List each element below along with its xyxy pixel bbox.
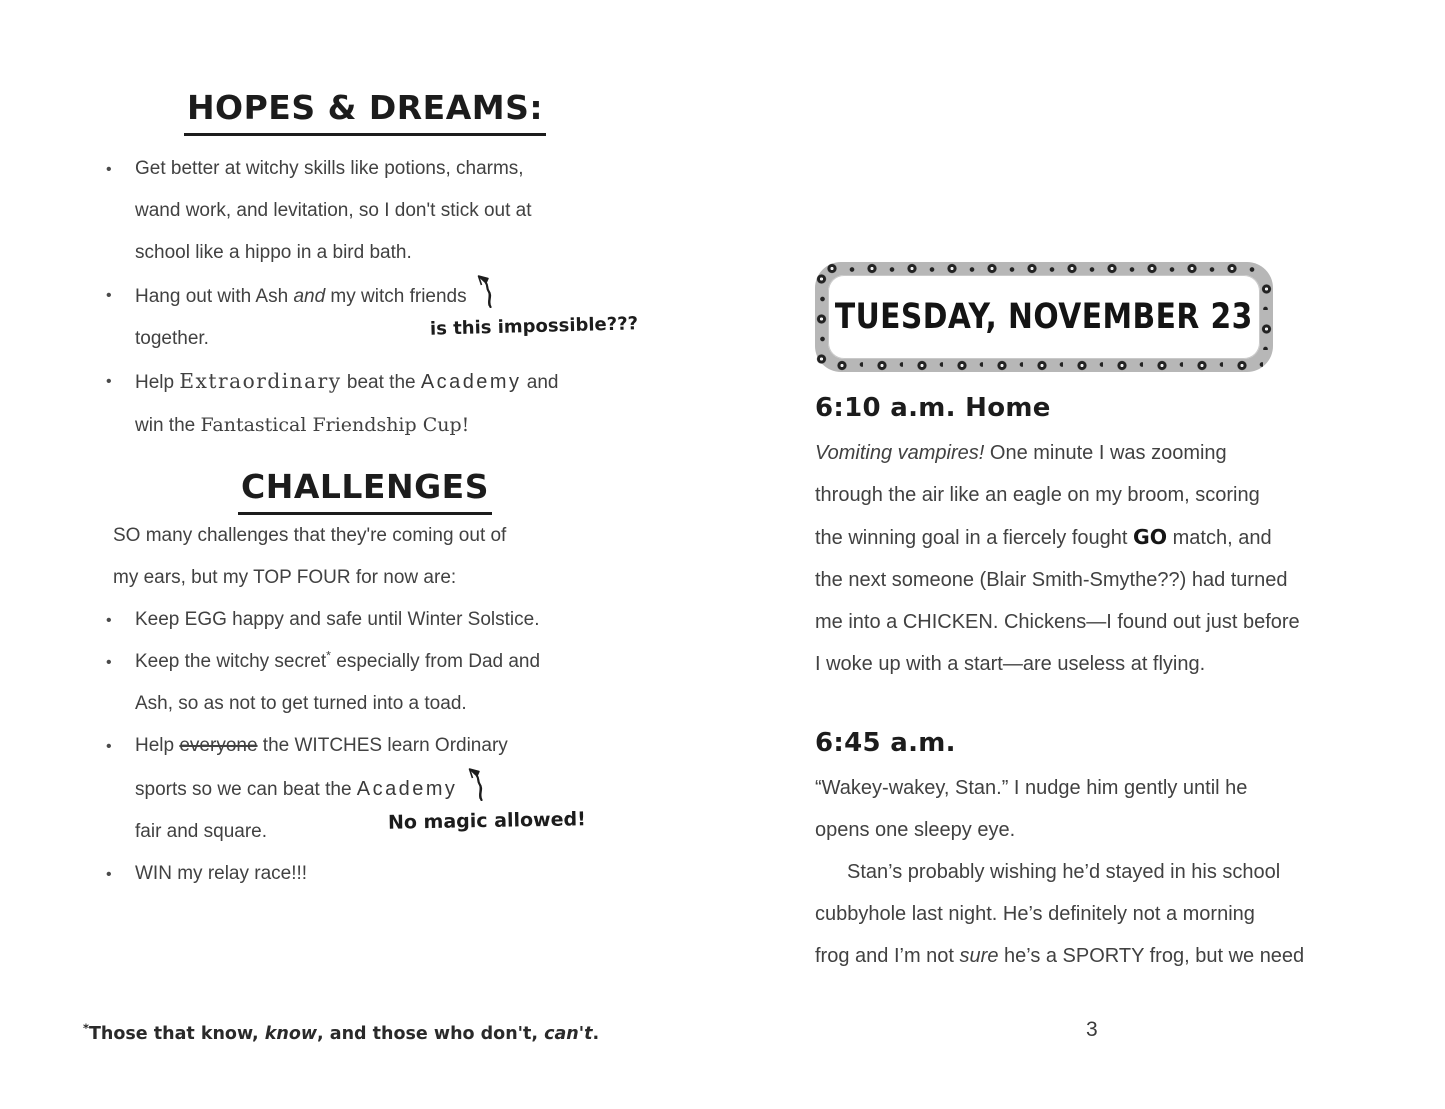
- bullet-icon: •: [106, 161, 112, 178]
- right-page: [815, 262, 1390, 977]
- date-banner-inner: [828, 275, 1260, 359]
- list-item: [85, 599, 645, 641]
- bullet-text: Keep the witchy secret* especially from Dad and Ash, so as not to get turned into a toad.: [135, 648, 541, 714]
- entry-body-610am: [815, 432, 1390, 685]
- scribble-arrow-icon: [465, 767, 491, 801]
- page-number: 3: [1086, 1018, 1098, 1041]
- scribble-arrow-icon: [474, 274, 500, 308]
- hopes-title: [85, 88, 645, 136]
- bullet-text: Help Extraordinary beat the Academy and win the Fantastical Friendship Cup!: [135, 369, 559, 436]
- bullet-text: Keep EGG happy and safe until Winter Solstice.: [135, 609, 540, 630]
- paragraph: “Wakey-wakey, Stan.” I nudge him gently until he opens one sleepy eye.: [815, 777, 1248, 841]
- handwritten-note-impossible: is this impossible???: [429, 313, 639, 340]
- bullet-icon: •: [106, 866, 112, 883]
- entry-body-645am: [815, 767, 1390, 977]
- list-item: [85, 725, 645, 853]
- challenges-title: [85, 467, 645, 515]
- entry-heading-645am: 6:45 a.m.: [815, 728, 956, 758]
- challenges-bullet-list: [85, 599, 645, 895]
- banner-dots-border-left: [815, 270, 828, 364]
- banner-dots-border-right: [1260, 270, 1273, 364]
- bullet-text: WIN my relay race!!!: [135, 863, 308, 884]
- banner-dots-border-top: [823, 262, 1265, 275]
- footnote: *Those that know, know, and those who don't, can't.: [83, 1021, 600, 1044]
- bullet-text: Hang out with Ash and my witch friends together.: [135, 274, 645, 360]
- left-page: [85, 88, 645, 895]
- bullet-icon: •: [106, 287, 112, 304]
- list-item: [85, 360, 645, 447]
- list-item: [85, 148, 645, 274]
- banner-dots-border-bottom: [823, 359, 1265, 372]
- date-banner: [815, 262, 1273, 372]
- entry-heading-610am: 6:10 a.m. Home: [815, 393, 1051, 423]
- bullet-icon: •: [106, 373, 112, 390]
- bullet-icon: •: [106, 654, 112, 671]
- bullet-icon: •: [106, 738, 112, 755]
- paragraph: Stan’s probably wishing he’d stayed in his school cubbyhole last night. He’s definitely not a morning frog and I’m not sure he’s a SPORTY frog, but we need: [815, 861, 1305, 967]
- hopes-bullet-list: [85, 148, 645, 447]
- list-item: [85, 641, 645, 725]
- bullet-text: Help everyone the WITCHES learn Ordinary sports so we can beat the Academy fair and square.: [135, 735, 508, 842]
- bullet-text: Get better at witchy skills like potions, charms, wand work, and levitation, so I don't stick out at school like a hippo in a bird bath.: [135, 158, 532, 263]
- list-item: [85, 853, 645, 895]
- challenges-intro: SO many challenges that they're coming out of my ears, but my TOP FOUR for now are:: [113, 525, 507, 588]
- bullet-icon: •: [106, 612, 112, 629]
- paragraph: Vomiting vampires! One minute I was zooming through the air like an eagle on my broom, scoring the winning goal in a fiercely fought GO match, and the next someone (Blair Smith-Smythe??) had turned me into a CHICKEN. Chickens—I found out just before I woke up with a start—are useless at flying.: [815, 442, 1300, 675]
- hopes-title-text: HOPES & DREAMS:: [184, 88, 546, 136]
- challenges-title-text: CHALLENGES: [238, 467, 492, 515]
- date-banner-text: TUESDAY, NOVEMBER 23: [835, 297, 1253, 337]
- handwritten-note-no-magic: No magic allowed!: [387, 808, 586, 834]
